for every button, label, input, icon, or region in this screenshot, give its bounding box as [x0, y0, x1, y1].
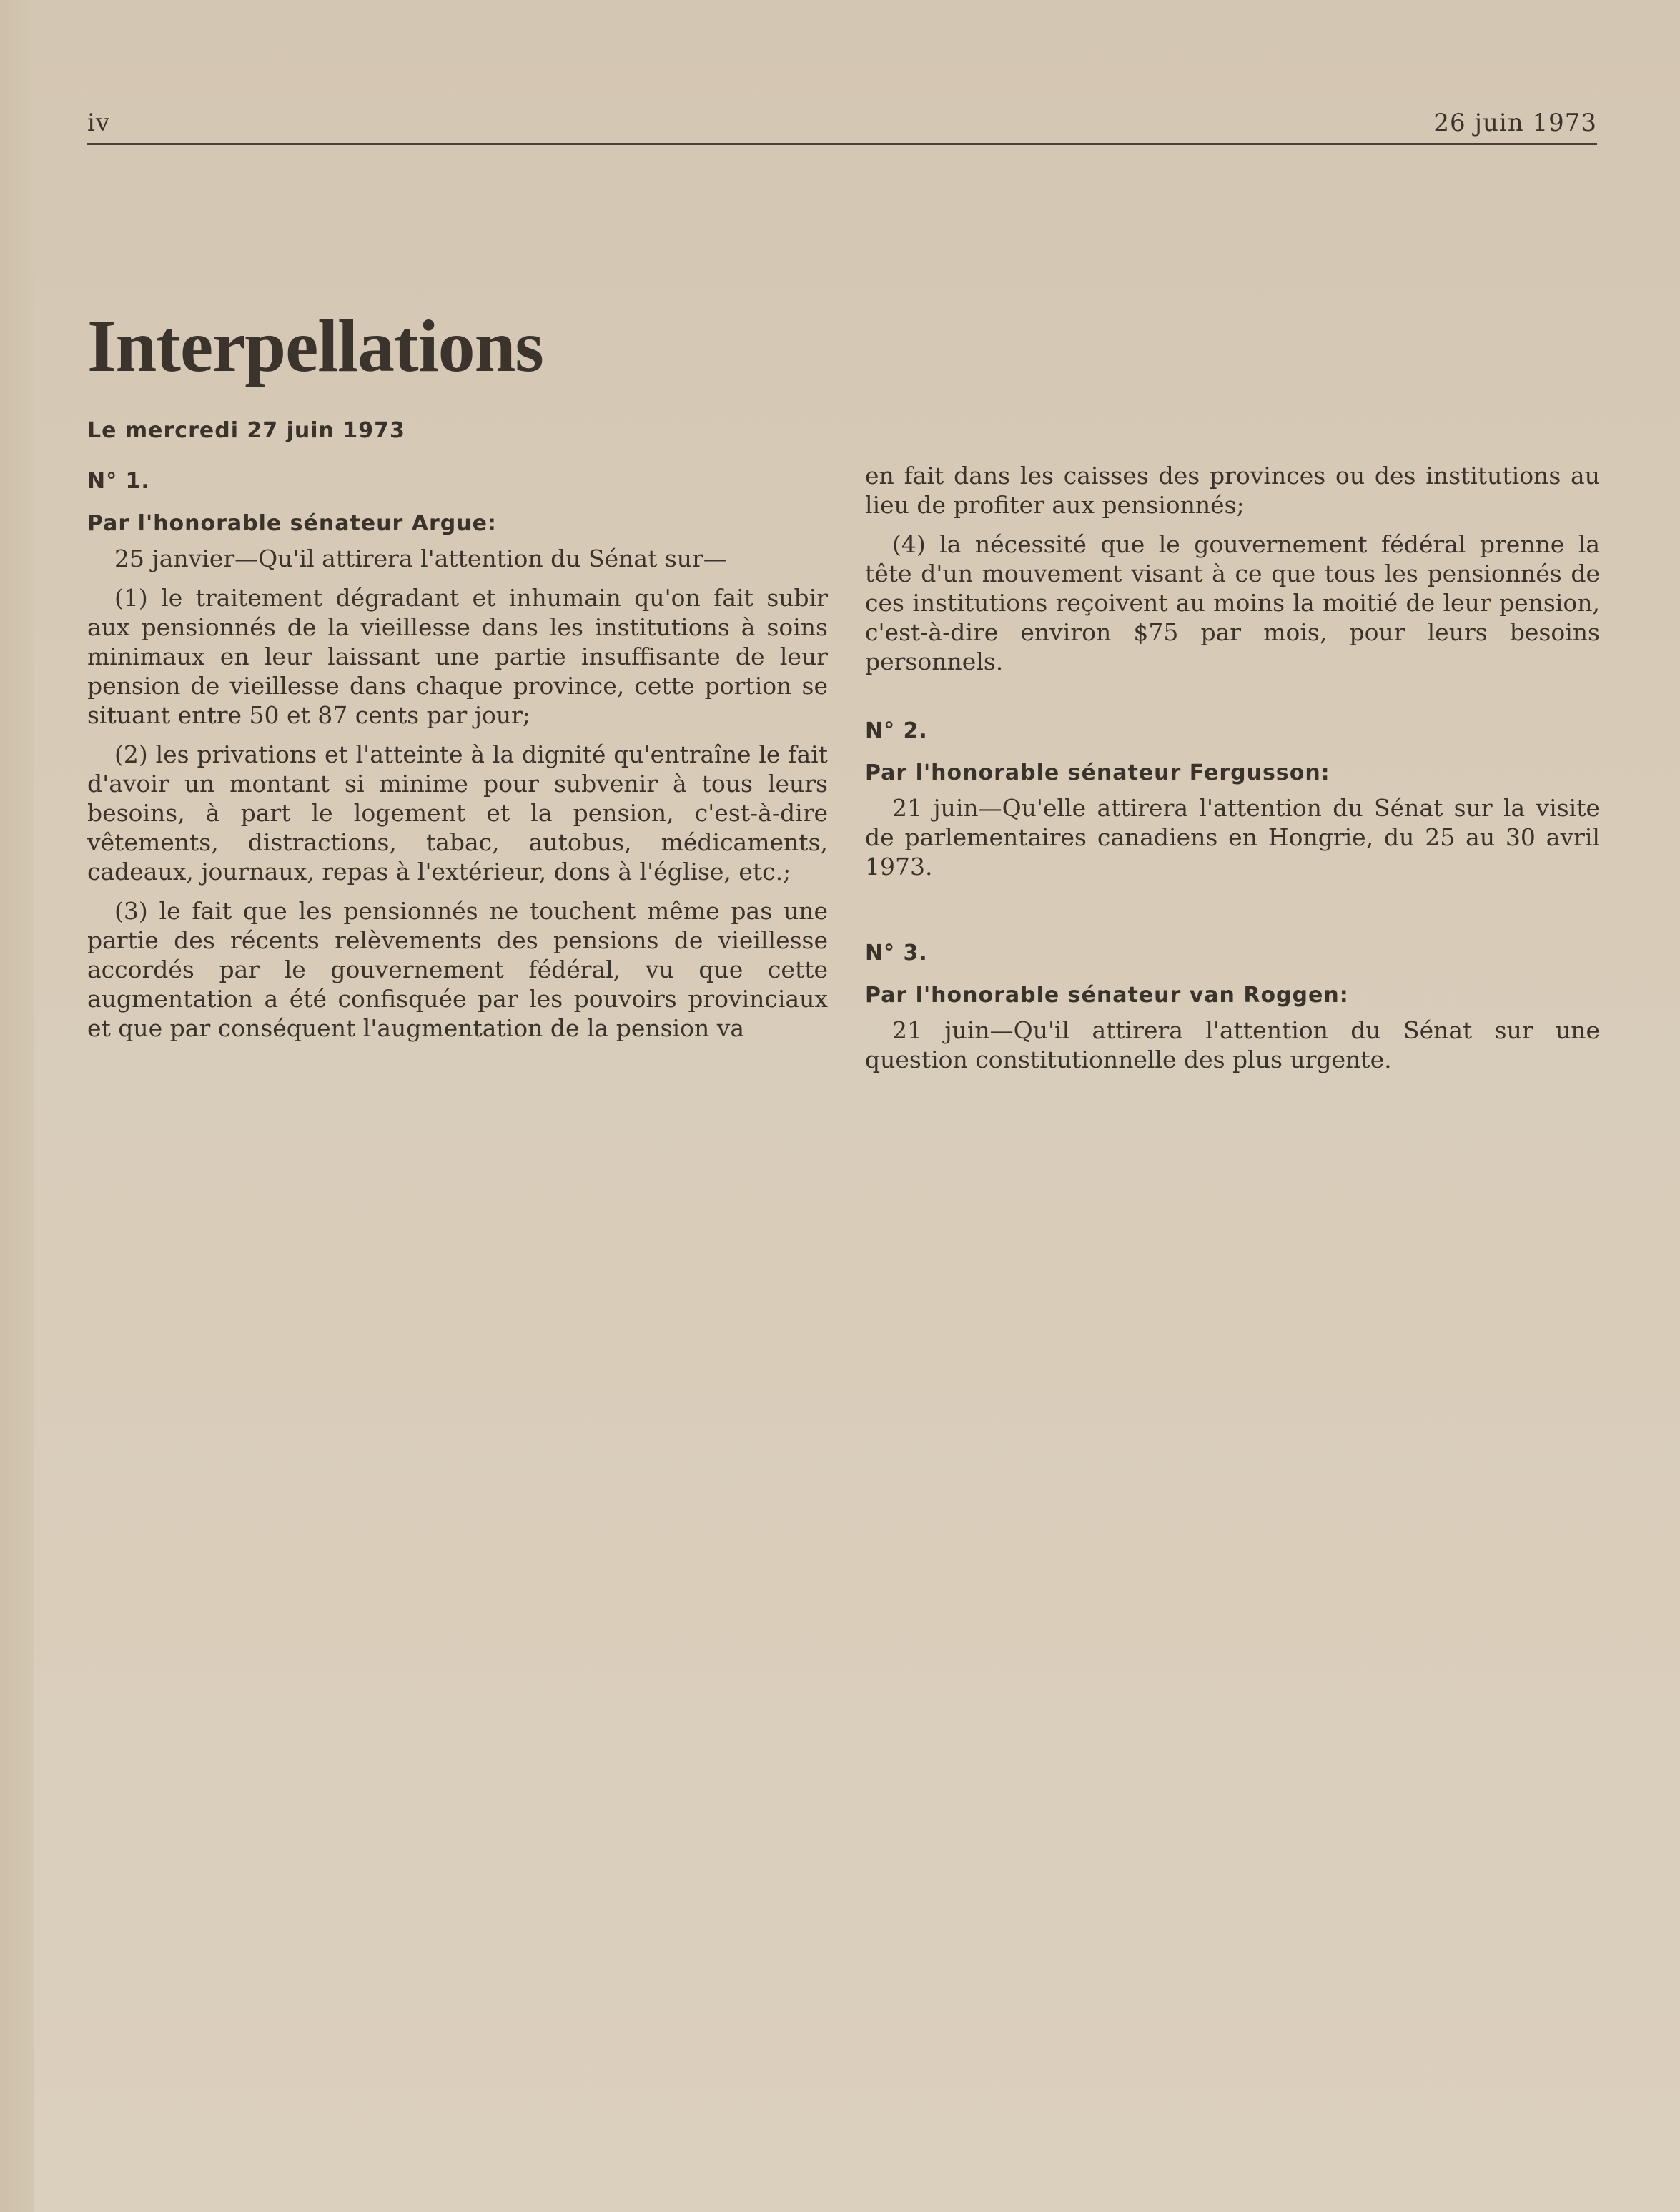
item-2-text: 21 juin—Qu'elle attirera l'attention du Sénat sur la visite de parlementaires canadiens en Hongrie, du 25 au 30 avril 1973.	[865, 794, 1600, 881]
item-author-2: Par l'honorable sénateur Fergusson:	[865, 760, 1330, 785]
page-title: Interpellations	[87, 305, 543, 387]
item-1-point-3: (3) le fait que les pensionnés ne touchent même pas une partie des récents relèvements des pensions de vieillesse accordés par le gouvernement fédéral, vu que cette augmentation a été confisquée par les pouvoirs provinciaux et que par conséquent l'augmentation de la pension va	[87, 897, 828, 1042]
right-column	[865, 461, 1600, 1084]
page-edge	[0, 0, 34, 2212]
item-number-2: N° 2.	[865, 718, 928, 743]
item-number-3: N° 3.	[865, 941, 928, 966]
header-rule	[87, 143, 1597, 145]
item-1-intro: 25 janvier—Qu'il attirera l'attention du Sénat sur—	[114, 545, 727, 572]
item-author-3: Par l'honorable sénateur van Roggen:	[865, 983, 1349, 1008]
item-author-1: Par l'honorable sénateur Argue:	[87, 511, 497, 536]
left-column	[87, 461, 828, 1053]
session-date: Le mercredi 27 juin 1973	[87, 418, 405, 443]
item-1-point-4: (4) la nécessité que le gouvernement fédéral prenne la tête d'un mouvement visant à ce que tous les pensionnés de ces institutions reçoivent au moins la moitié de leur pension, c'est-à-dire environ $75 par mois, pour leurs besoins personnels.	[865, 530, 1600, 675]
page-number: iv	[87, 109, 111, 137]
item-1-point-3-continued: en fait dans les caisses des provinces ou des institutions au lieu de profiter aux pensionnés;	[865, 462, 1600, 519]
item-number-1: N° 1.	[87, 469, 150, 494]
header-date: 26 juin 1973	[1433, 109, 1597, 137]
item-1-point-1: (1) le traitement dégradant et inhumain qu'on fait subir aux pensionnés de la vieillesse dans les institutions à soins minimaux en leur laissant une partie insuffisante de leur pension de vieillesse dans chaque province, cette portion se situant entre 50 et 87 cents par jour;	[87, 584, 828, 729]
item-1-point-2: (2) les privations et l'atteinte à la dignité qu'entraîne le fait d'avoir un montant si minime pour subvenir à tous leurs besoins, à part le logement et la pension, c'est-à-dire vêtements, distractions, tabac, autobus, médicaments, cadeaux, journaux, repas à l'extérieur, dons à l'église, etc.;	[87, 740, 828, 886]
item-3-text: 21 juin—Qu'il attirera l'attention du Sénat sur une question constitutionnelle des plus urgente.	[865, 1016, 1600, 1073]
